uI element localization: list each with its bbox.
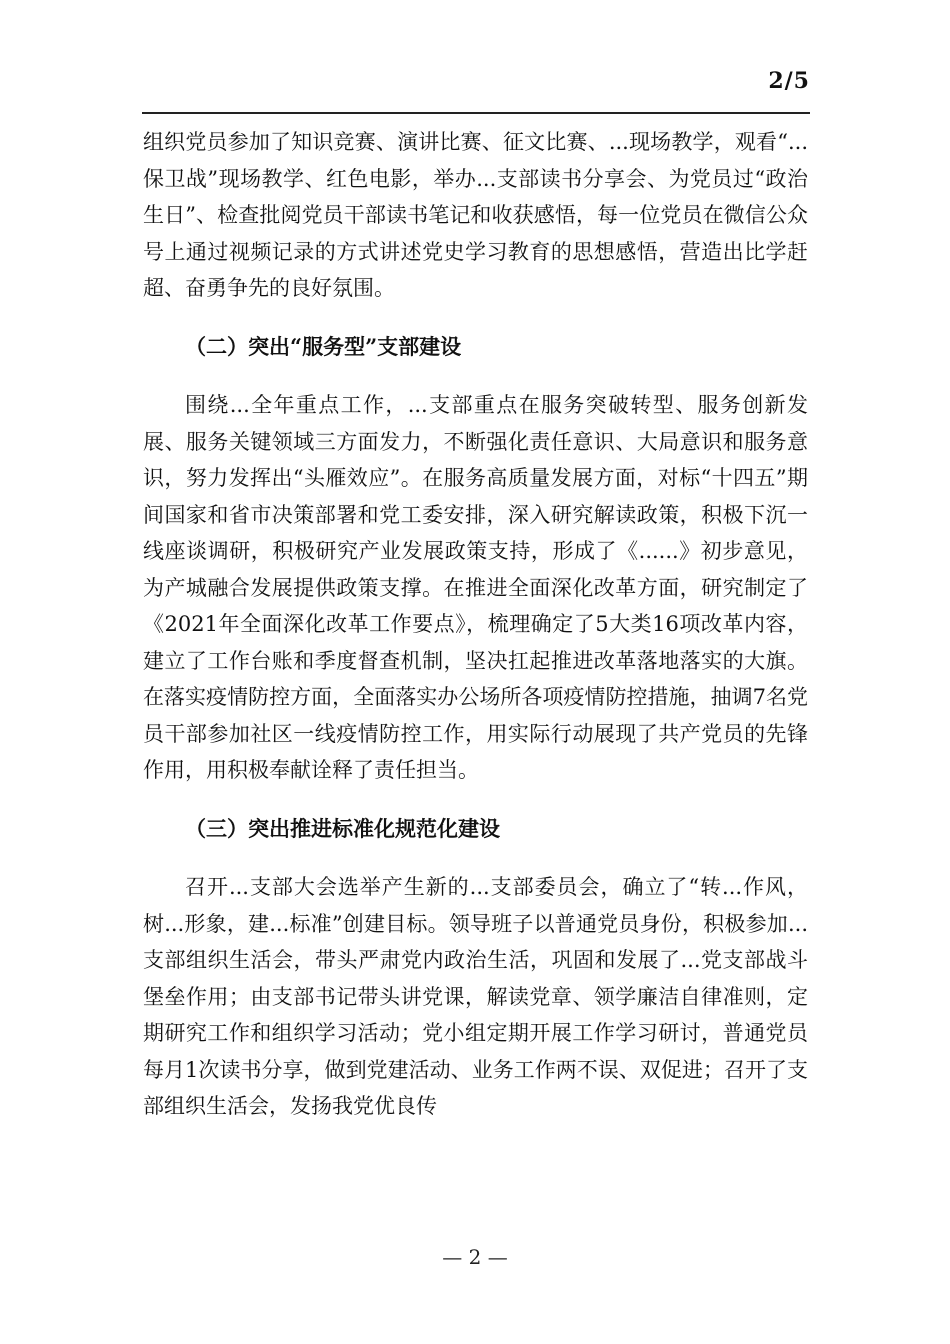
spacer — [143, 789, 808, 811]
spacer — [143, 365, 808, 387]
section-heading-standardization: （三）突出推进标准化规范化建设 — [185, 815, 500, 841]
body-paragraph-continued: 组织党员参加了知识竞赛、演讲比赛、征文比赛、...现场教学，观看“...保卫战”现场教学、红色电影，举办...支部读书分享会、为党员过“政治生日”、检查批阅党员干部读书笔记和收获感悟，每一位党员在微信公众号上通过视频记录的方式讲述党史学习教育的思想感悟，营造出比学赶超、奋勇争先的良好氛围。 — [143, 130, 808, 300]
body-paragraph-service: 围绕...全年重点工作，...支部重点在服务突破转型、服务创新发展、服务关键领域三方面发力，不断强化责任意识、大局意识和服务意识，努力发挥出“头雁效应”。在服务高质量发展方面，对标“十四五”期间国家和省市决策部署和党工委安排，深入研究解读政策，积极下沉一线座谈调研，积极研究产业发展政策支持，形成了《......》初步意见，为产城融合发展提供政策支撑。在推进全面深化改革方面，研究制定了《2021年全面深化改革工作要点》，梳理确定了5大类16项改革内容，建立了工作台账和季度督查机制，坚决扛起推进改革落地落实的大旗。在落实疫情防控方面，全面落实办公场所各项疫情防控措施，抽调7名党员干部参加社区一线疫情防控工作，用实际行动展现了共产党员的先锋作用，用积极奉献诠释了责任担当。 — [143, 393, 808, 782]
page-indicator: 2/5 — [768, 68, 810, 94]
footer-page-number: — 2 — — [442, 1245, 508, 1269]
spacer — [143, 847, 808, 869]
document-body — [143, 124, 808, 1125]
header-rule — [142, 112, 810, 114]
section-heading-service: （二）突出“服务型”支部建设 — [185, 333, 462, 359]
body-paragraph-standardization: 召开...支部大会选举产生新的...支部委员会，确立了“转...作风，树...形象，建...标准”创建目标。领导班子以普通党员身份，积极参加...支部组织生活会，带头严肃党内政治生活，巩固和发展了...党支部战斗堡垒作用；由支部书记带头讲党课，解读党章、领学廉洁自律准则，定期研究工作和组织学习活动；党小组定期开展工作学习研讨，普通党员每月1次读书分享，做到党建活动、业务工作两不误、双促进；召开了支部组织生活会，发扬我党优良传 — [143, 875, 808, 1118]
spacer — [143, 307, 808, 329]
